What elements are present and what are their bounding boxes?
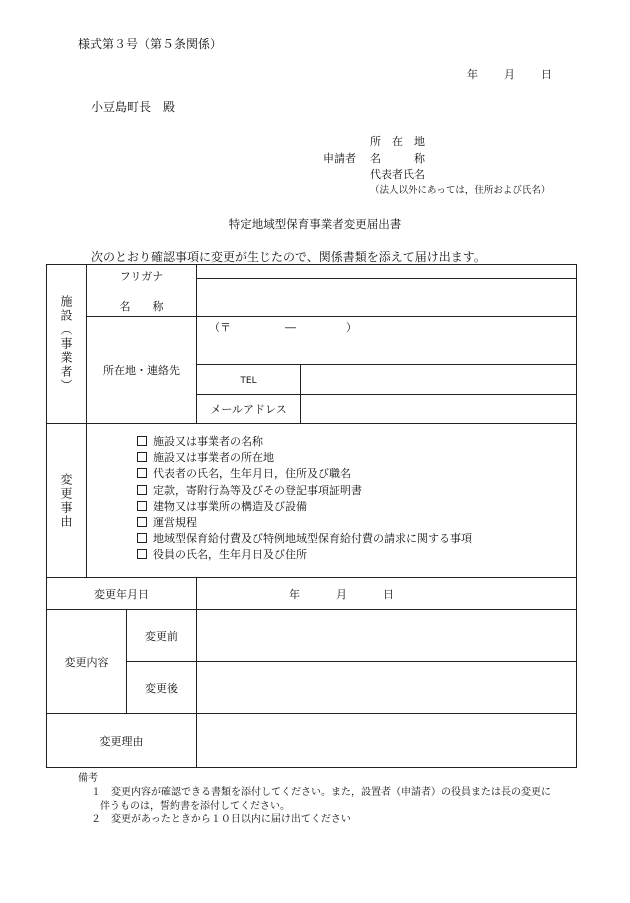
email-label: メールアドレス [210, 403, 287, 416]
reason-section-header [47, 424, 87, 578]
after-label-cell [127, 662, 197, 714]
change-content-header [47, 610, 127, 714]
change-reason-header [47, 714, 197, 768]
tel-label-cell [197, 365, 301, 395]
email-label-cell [197, 395, 301, 424]
address-contact-label: 所在地・連絡先 [103, 364, 180, 377]
postal-close: ） [346, 321, 357, 334]
address-contact-header [87, 317, 197, 424]
name-label: 名 称 [119, 299, 164, 313]
reason-item[interactable] [137, 531, 576, 547]
tel-label: TEL [240, 376, 257, 386]
reason-checkbox-list [87, 424, 576, 574]
reason-options [87, 424, 577, 578]
intro-text: 次のとおり確認事項に変更が生じたので、関係書類を添えて届け出ます。 [91, 250, 486, 264]
reason-item[interactable] [137, 483, 576, 499]
facility-label: 施設（事業者） [59, 295, 73, 393]
checkbox[interactable] [137, 517, 147, 527]
postal-mark: （〒 [209, 321, 231, 334]
tel-field[interactable] [301, 365, 577, 395]
facility-section-header [47, 265, 87, 424]
change-content-label: 変更内容 [64, 655, 109, 669]
note-item-1-line-2: 伴うものは，誓約書を添付してください。 [100, 801, 290, 812]
after-label: 変更後 [145, 681, 178, 695]
change-date-month: 月 [336, 587, 347, 601]
reason-item[interactable] [137, 434, 576, 450]
furigana-label: フリガナ [119, 269, 164, 283]
change-date-label: 変更年月日 [94, 587, 149, 601]
reason-item-label: 施設又は事業者の名称 [153, 435, 263, 448]
checkbox[interactable] [137, 452, 147, 462]
reason-item-label: 運営規程 [153, 516, 197, 530]
checkbox[interactable] [137, 533, 147, 543]
applicant-representative-label: 代表者氏名 [370, 168, 425, 181]
address-field[interactable] [197, 317, 577, 365]
change-date-year: 年 [289, 587, 300, 601]
reason-item[interactable] [137, 547, 576, 563]
reason-item-label: 定款，寄附行為等及びその登記事項証明書 [153, 483, 362, 497]
reason-item-label: 役員の氏名，生年月日及び住所 [153, 548, 307, 562]
change-reason-label: 変更理由 [99, 734, 144, 748]
reason-item-label: 代表者の氏名，生年月日，住所及び職名 [153, 467, 351, 481]
reason-item-label: 施設又は事業者の所在地 [153, 451, 274, 465]
change-notification-table [46, 264, 577, 768]
furigana-name-header [87, 265, 197, 317]
before-label: 変更前 [145, 629, 178, 643]
checkbox[interactable] [137, 485, 147, 495]
reason-item[interactable] [137, 450, 576, 466]
reason-item-label: 地域型保育給付費及び特例地域型保育給付費の請求に関する事項 [153, 532, 472, 546]
reason-item-label: 建物又は事業所の構造及び設備 [153, 499, 307, 513]
applicant-location-label: 所 在 地 [370, 135, 425, 148]
addressee: 小豆島町長 殿 [91, 100, 176, 114]
date-day-label: 日 [541, 68, 552, 81]
reason-item[interactable] [137, 466, 576, 482]
checkbox[interactable] [137, 436, 147, 446]
change-reason-field[interactable] [197, 714, 577, 768]
email-field[interactable] [301, 395, 577, 424]
before-field[interactable] [197, 610, 577, 662]
checkbox[interactable] [137, 468, 147, 478]
after-field[interactable] [197, 662, 577, 714]
date-year-label: 年 [467, 68, 478, 81]
checkbox[interactable] [137, 549, 147, 559]
applicant-note: （法人以外にあっては，住所および氏名） [370, 185, 551, 196]
checkbox[interactable] [137, 501, 147, 511]
document-title: 特定地域型保育事業者変更届出書 [228, 217, 402, 231]
change-date-field[interactable] [197, 578, 577, 610]
submission-date [467, 66, 552, 82]
change-date-header [47, 578, 197, 610]
change-date-day: 日 [383, 587, 394, 601]
reason-item[interactable] [137, 515, 576, 531]
postal-dash: ― [285, 321, 296, 334]
before-label-cell [127, 610, 197, 662]
reason-item[interactable] [137, 499, 576, 515]
name-field[interactable] [197, 279, 577, 317]
form-number: 様式第３号（第５条関係） [78, 37, 223, 51]
date-month-label: 月 [504, 68, 515, 81]
applicant-name-label: 名 称 [370, 152, 425, 165]
notes-heading: 備考 [78, 773, 98, 784]
note-item-2: ２ 変更があったときから１０日以内に届け出てください [91, 814, 351, 825]
furigana-field[interactable] [197, 265, 577, 279]
reason-label: 変更事由 [59, 472, 73, 529]
applicant-label: 申請者 [323, 152, 356, 165]
note-item-1-line-1: １ 変更内容が確認できる書類を添付してください。また，設置者（申請者）の役員または長の変更に [91, 787, 551, 798]
